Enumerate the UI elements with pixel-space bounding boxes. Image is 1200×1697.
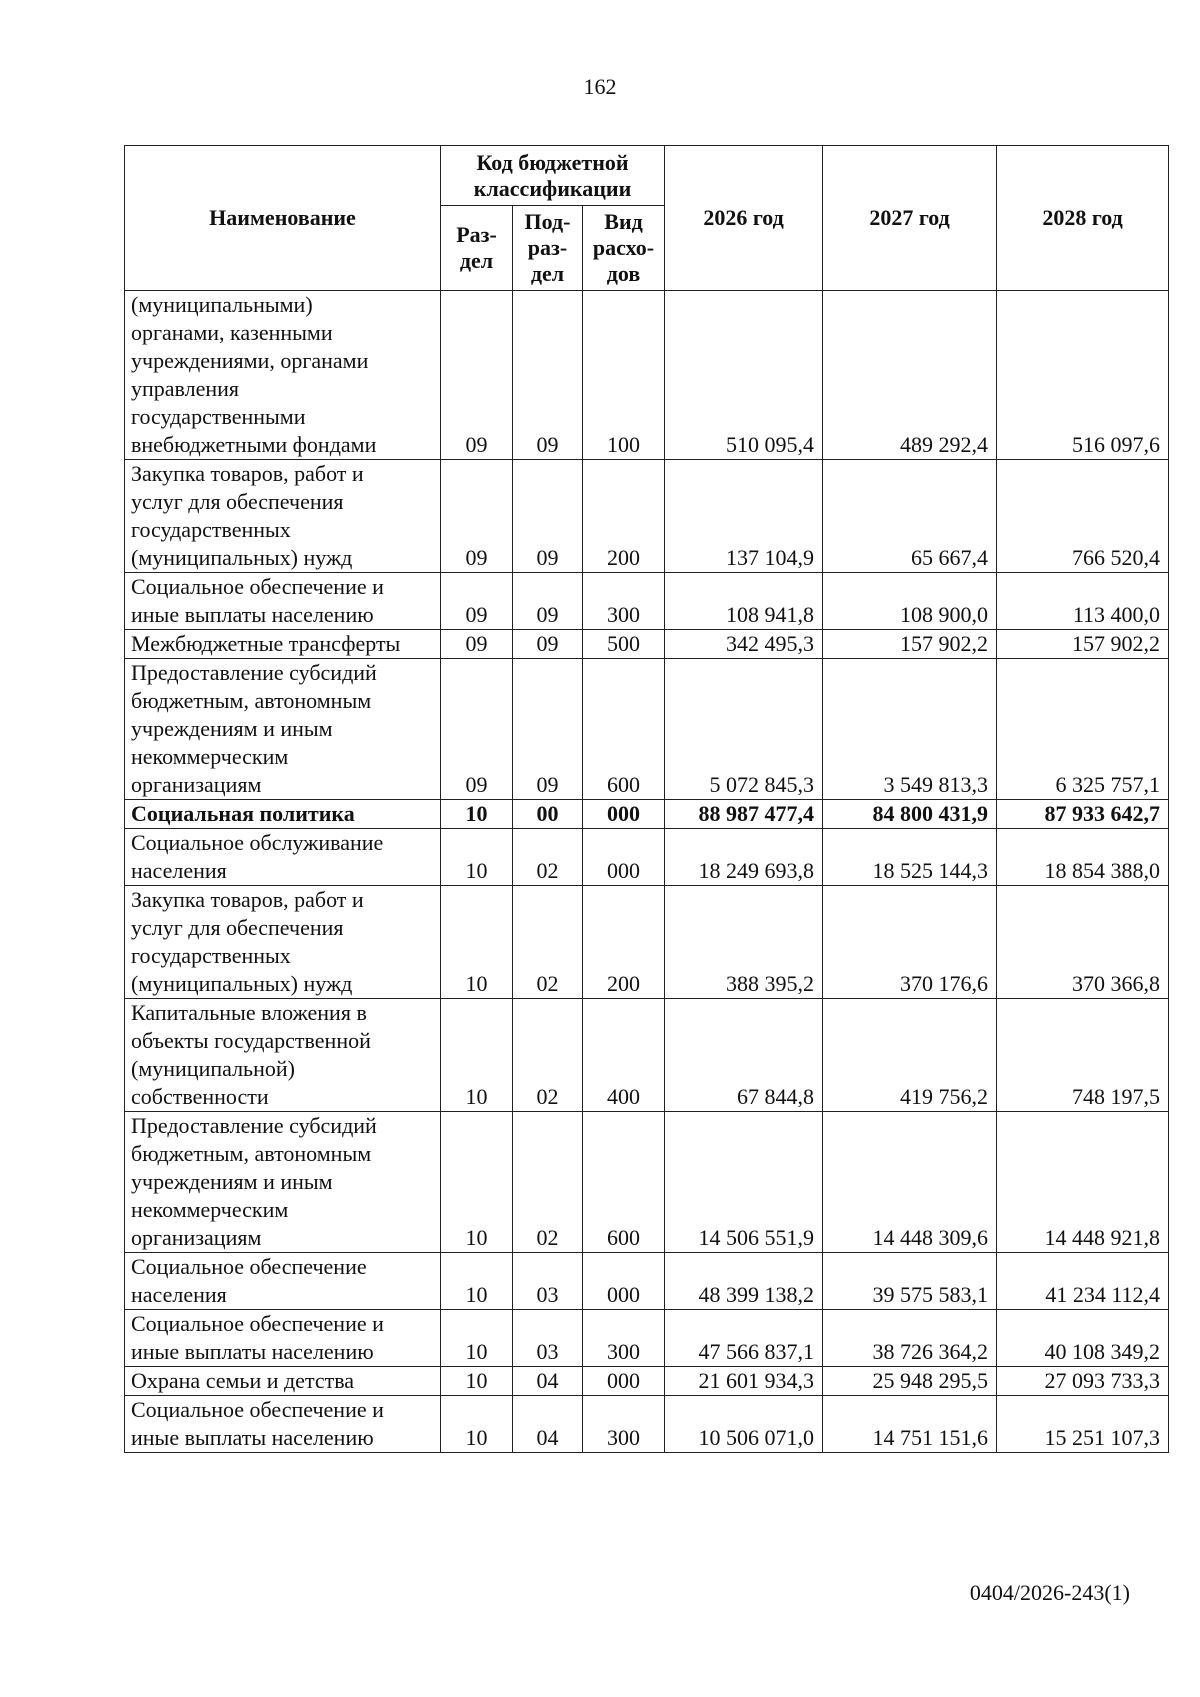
- table-row: [125, 886, 1169, 999]
- row-name: Предоставление субсидий бюджетным, автономным учреждениям и иным некоммерческим организациям: [125, 659, 441, 800]
- row-vid: 000: [583, 800, 665, 829]
- row-vid: 200: [583, 460, 665, 573]
- row-razdel: 10: [441, 800, 513, 829]
- row-value-2028: 15 251 107,3: [997, 1396, 1169, 1453]
- row-name: Социальное обслуживание населения: [125, 829, 441, 886]
- row-podrazdel: 04: [513, 1367, 583, 1396]
- row-vid: 000: [583, 1367, 665, 1396]
- row-razdel: 09: [441, 659, 513, 800]
- row-value-2026: 5 072 845,3: [665, 659, 823, 800]
- header-2028: 2028 год: [997, 146, 1169, 291]
- row-vid: 600: [583, 1112, 665, 1253]
- header-2027: 2027 год: [823, 146, 997, 291]
- table-row: [125, 291, 1169, 460]
- row-value-2026: 342 495,3: [665, 630, 823, 659]
- row-podrazdel: 02: [513, 999, 583, 1112]
- table-row: [125, 630, 1169, 659]
- row-value-2027: 419 756,2: [823, 999, 997, 1112]
- row-name: Межбюджетные трансферты: [125, 630, 441, 659]
- row-value-2027: 65 667,4: [823, 460, 997, 573]
- row-value-2028: 370 366,8: [997, 886, 1169, 999]
- row-value-2026: 48 399 138,2: [665, 1253, 823, 1310]
- row-value-2028: 516 097,6: [997, 291, 1169, 460]
- row-value-2027: 14 448 309,6: [823, 1112, 997, 1253]
- row-podrazdel: 02: [513, 829, 583, 886]
- row-podrazdel: 03: [513, 1310, 583, 1367]
- row-razdel: 10: [441, 1112, 513, 1253]
- row-value-2028: 40 108 349,2: [997, 1310, 1169, 1367]
- row-value-2026: 21 601 934,3: [665, 1367, 823, 1396]
- table-row: [125, 1396, 1169, 1453]
- table-row: [125, 573, 1169, 630]
- row-value-2028: 41 234 112,4: [997, 1253, 1169, 1310]
- row-name: Социальная политика: [125, 800, 441, 829]
- row-vid: 600: [583, 659, 665, 800]
- header-razdel: Раз- дел: [441, 206, 513, 291]
- row-razdel: 10: [441, 886, 513, 999]
- row-value-2028: 766 520,4: [997, 460, 1169, 573]
- row-value-2027: 39 575 583,1: [823, 1253, 997, 1310]
- row-podrazdel: 03: [513, 1253, 583, 1310]
- row-value-2027: 108 900,0: [823, 573, 997, 630]
- table-header: [125, 146, 1169, 291]
- row-podrazdel: 09: [513, 659, 583, 800]
- row-value-2027: 14 751 151,6: [823, 1396, 997, 1453]
- row-podrazdel: 02: [513, 1112, 583, 1253]
- row-value-2028: 748 197,5: [997, 999, 1169, 1112]
- row-name: Социальное обеспечение населения: [125, 1253, 441, 1310]
- row-razdel: 09: [441, 291, 513, 460]
- row-value-2028: 6 325 757,1: [997, 659, 1169, 800]
- table-row: [125, 829, 1169, 886]
- row-value-2026: 14 506 551,9: [665, 1112, 823, 1253]
- row-vid: 200: [583, 886, 665, 999]
- row-value-2026: 67 844,8: [665, 999, 823, 1112]
- row-value-2027: 18 525 144,3: [823, 829, 997, 886]
- row-name: Закупка товаров, работ и услуг для обеспечения государственных (муниципальных) нужд: [125, 886, 441, 999]
- table-row: [125, 1310, 1169, 1367]
- row-name: Предоставление субсидий бюджетным, автономным учреждениям и иным некоммерческим организациям: [125, 1112, 441, 1253]
- row-value-2026: 10 506 071,0: [665, 1396, 823, 1453]
- row-value-2026: 388 395,2: [665, 886, 823, 999]
- row-value-2028: 27 093 733,3: [997, 1367, 1169, 1396]
- row-vid: 100: [583, 291, 665, 460]
- row-value-2027: 3 549 813,3: [823, 659, 997, 800]
- document-id: 0404/2026-243(1): [969, 1580, 1130, 1605]
- row-vid: 400: [583, 999, 665, 1112]
- header-2026: 2026 год: [665, 146, 823, 291]
- row-razdel: 10: [441, 829, 513, 886]
- row-razdel: 10: [441, 1310, 513, 1367]
- row-value-2027: 157 902,2: [823, 630, 997, 659]
- header-vid: Вид расхо- дов: [583, 206, 665, 291]
- row-value-2028: 87 933 642,7: [997, 800, 1169, 829]
- row-value-2028: 14 448 921,8: [997, 1112, 1169, 1253]
- page-number: 162: [583, 74, 617, 99]
- header-code-group: Код бюджетной классификации: [441, 146, 665, 206]
- table-row: [125, 659, 1169, 800]
- header-podrazdel: Под- раз- дел: [513, 206, 583, 291]
- row-value-2027: 489 292,4: [823, 291, 997, 460]
- row-value-2026: 47 566 837,1: [665, 1310, 823, 1367]
- row-name: Охрана семьи и детства: [125, 1367, 441, 1396]
- table-row: [125, 1367, 1169, 1396]
- row-vid: 500: [583, 630, 665, 659]
- budget-table: [124, 145, 1169, 1453]
- row-vid: 300: [583, 1310, 665, 1367]
- row-vid: 000: [583, 1253, 665, 1310]
- row-value-2026: 88 987 477,4: [665, 800, 823, 829]
- row-razdel: 09: [441, 573, 513, 630]
- table-body: [125, 291, 1169, 1453]
- row-podrazdel: 09: [513, 630, 583, 659]
- row-name: Социальное обеспечение и иные выплаты населению: [125, 1310, 441, 1367]
- row-value-2026: 18 249 693,8: [665, 829, 823, 886]
- row-podrazdel: 09: [513, 573, 583, 630]
- row-razdel: 10: [441, 1253, 513, 1310]
- row-vid: 300: [583, 573, 665, 630]
- row-name: Социальное обеспечение и иные выплаты населению: [125, 573, 441, 630]
- row-name: Социальное обеспечение и иные выплаты населению: [125, 1396, 441, 1453]
- row-vid: 300: [583, 1396, 665, 1453]
- table-row: [125, 800, 1169, 829]
- row-value-2027: 84 800 431,9: [823, 800, 997, 829]
- row-name: Капитальные вложения в объекты государственной (муниципальной) собственности: [125, 999, 441, 1112]
- row-value-2027: 370 176,6: [823, 886, 997, 999]
- row-podrazdel: 09: [513, 291, 583, 460]
- table-row: [125, 1112, 1169, 1253]
- row-value-2028: 18 854 388,0: [997, 829, 1169, 886]
- row-podrazdel: 09: [513, 460, 583, 573]
- row-podrazdel: 04: [513, 1396, 583, 1453]
- row-name: Закупка товаров, работ и услуг для обеспечения государственных (муниципальных) нужд: [125, 460, 441, 573]
- row-podrazdel: 02: [513, 886, 583, 999]
- table-row: [125, 999, 1169, 1112]
- row-razdel: 09: [441, 460, 513, 573]
- row-razdel: 10: [441, 1367, 513, 1396]
- header-name: Наименование: [125, 146, 441, 291]
- table-row: [125, 460, 1169, 573]
- row-value-2026: 108 941,8: [665, 573, 823, 630]
- row-razdel: 09: [441, 630, 513, 659]
- row-value-2027: 25 948 295,5: [823, 1367, 997, 1396]
- row-value-2027: 38 726 364,2: [823, 1310, 997, 1367]
- row-razdel: 10: [441, 1396, 513, 1453]
- row-podrazdel: 00: [513, 800, 583, 829]
- table-row: [125, 1253, 1169, 1310]
- row-value-2028: 113 400,0: [997, 573, 1169, 630]
- row-vid: 000: [583, 829, 665, 886]
- row-razdel: 10: [441, 999, 513, 1112]
- row-value-2028: 157 902,2: [997, 630, 1169, 659]
- row-value-2026: 137 104,9: [665, 460, 823, 573]
- row-value-2026: 510 095,4: [665, 291, 823, 460]
- row-name: (муниципальными) органами, казенными учреждениями, органами управления государственными внебюджетными фондами: [125, 291, 441, 460]
